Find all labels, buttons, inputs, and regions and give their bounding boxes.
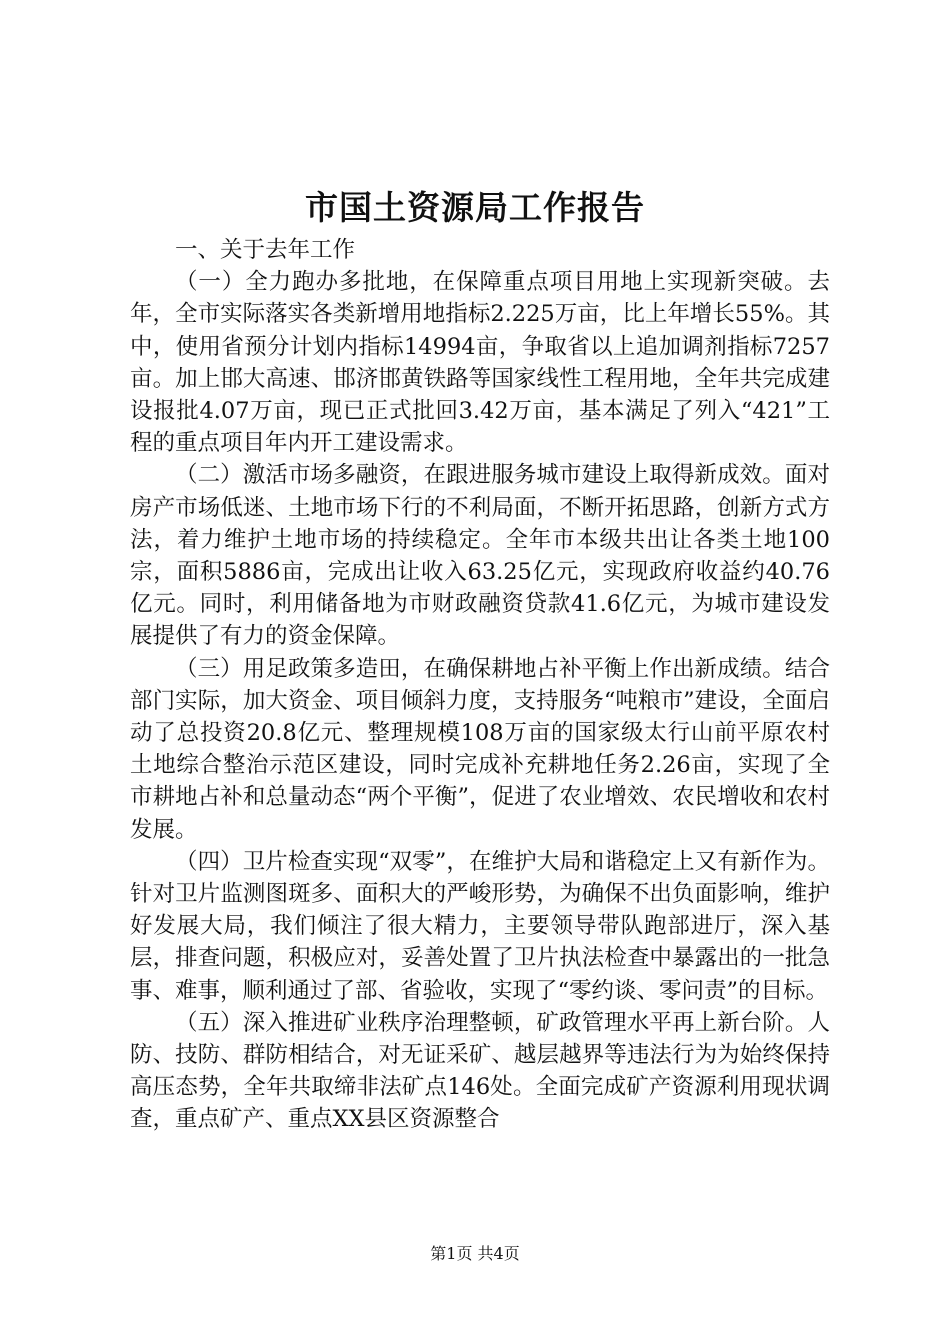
page-footer: 第1页 共4页 <box>430 1244 520 1263</box>
paragraph-3: （三）用足政策多造田，在确保耕地占补平衡上作出新成绩。结合部门实际，加大资金、项目倾斜力度，支持服务“吨粮市”建设，全面启动了总投资20.8亿元、整理规模108万亩的国家级太行山前平原农村土地综合整治示范区建设，同时完成补充耕地任务2.26亩，实现了全市耕地占补和总量动态“两个平衡”，促进了农业增效、农民增收和农村发展。 <box>130 655 830 843</box>
document-title: 市国土资源局工作报告 <box>305 188 645 227</box>
paragraph-2: （二）激活市场多融资，在跟进服务城市建设上取得新成效。面对房产市场低迷、土地市场下行的不利局面，不断开拓思路，创新方式方法，着力维护土地市场的持续稳定。全年市本级共出让各类土地100宗，面积5886亩，完成出让收入63.25亿元，实现政府收益约40.76亿元。同时，利用储备地为市财政融资贷款41.6亿元，为城市建设发展提供了有力的资金保障。 <box>130 462 830 650</box>
paragraph-4: （四）卫片检查实现“双零”，在维护大局和谐稳定上又有新作为。针对卫片监测图斑多、面积大的严峻形势，为确保不出负面影响，维护好发展大局，我们倾注了很大精力，主要领导带队跑部进厅，深入基层，排查问题，积极应对，妥善处置了卫片执法检查中暴露出的一批急事、难事，顺利通过了部、省验收，实现了“零约谈、零问责”的目标。 <box>130 848 830 1004</box>
section-heading: 一、关于去年工作 <box>175 237 356 263</box>
paragraph-5: （五）深入推进矿业秩序治理整顿，矿政管理水平再上新台阶。人防、技防、群防相结合，对无证采矿、越层越界等违法行为为始终保持高压态势，全年共取缔非法矿点146处。全面完成矿产资源利用现状调查，重点矿产、重点XX县区资源整合 <box>130 1009 830 1133</box>
paragraph-1: （一）全力跑办多批地，在保障重点项目用地上实现新突破。去年，全市实际落实各类新增用地指标2.225万亩，比上年增长55%。其中，使用省预分计划内指标14994亩，争取省以上追加调剂指标7257亩。加上邯大高速、邯济邯黄铁路等国家线性工程用地，全年共完成建设报批4.07万亩，现已正式批回3.42万亩，基本满足了列入“421”工程的重点项目年内开工建设需求。 <box>130 269 830 457</box>
document-body <box>130 234 830 1136</box>
